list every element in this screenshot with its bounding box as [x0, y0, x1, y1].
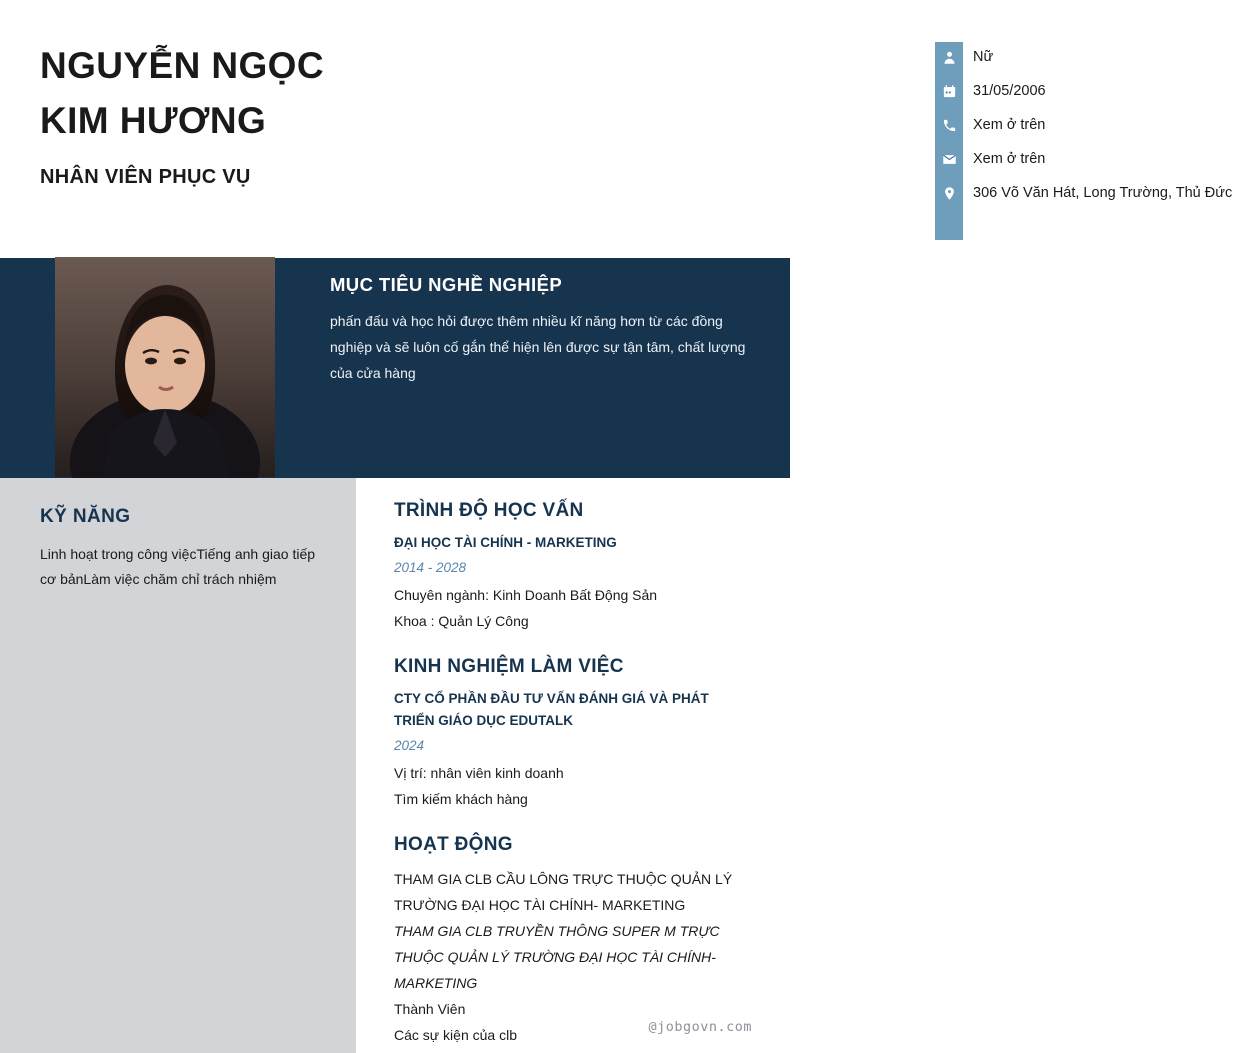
contact-row-email [935, 144, 1235, 178]
objective-text: phấn đấu và học hỏi được thêm nhiều kĩ năng hơn từ các đồng nghiệp và sẽ luôn cố gắn thể hiện lên được sự tận tâm, chất lượng của cửa hàng [330, 313, 746, 381]
activity-line-1: THAM GIA CLB CẦU LÔNG TRỰC THUỘC QUẢN LÝ TRƯỜNG ĐẠI HỌC TÀI CHÍNH- MARKETING [394, 871, 733, 913]
contact-gender-text: Nữ [973, 49, 994, 65]
header-contact-block [460, 0, 1233, 258]
education-major: Chuyên ngành: Kinh Doanh Bất Động Sản [394, 587, 658, 603]
contact-row-address [935, 178, 1235, 212]
email-icon [935, 144, 963, 174]
education-school: ĐẠI HỌC TÀI CHÍNH - MARKETING [394, 535, 617, 550]
activities-heading: HOẠT ĐỘNG [394, 834, 513, 855]
education-heading: TRÌNH ĐỘ HỌC VẤN [394, 500, 584, 521]
contact-address-text: 306 Võ Văn Hát, Long Trường, Thủ Đức [973, 185, 1233, 201]
activities-section [394, 834, 752, 1048]
job-title: NHÂN VIÊN PHỤC VỤ [40, 166, 251, 188]
education-faculty: Khoa : Quản Lý Công [394, 613, 529, 629]
activity-line-4: Các sự kiện của clb [394, 1027, 517, 1043]
name-line-1: NGUYỄN NGỌC [40, 45, 324, 86]
contact-row-birthdate [935, 76, 1235, 110]
resume-body [0, 478, 790, 1053]
experience-duty: Tìm kiếm khách hàng [394, 791, 528, 807]
experience-date: 2024 [394, 738, 425, 753]
contact-row-gender [935, 42, 1235, 76]
phone-icon [935, 110, 963, 140]
calendar-icon [935, 76, 963, 106]
contact-list [935, 42, 1235, 212]
experience-company: CTY CỔ PHẦN ĐẦU TƯ VẤN ĐÁNH GIÁ VÀ PHÁT TRIỂN GIÁO DỤC EDUTALK [394, 691, 709, 728]
contact-phone-text: Xem ở trên [973, 117, 1046, 133]
avatar [55, 257, 275, 477]
skills-column [0, 478, 356, 1053]
name-line-2: KIM HƯƠNG [40, 100, 267, 141]
resume-header [0, 0, 1233, 258]
skills-text: Linh hoạt trong công việcTiếng anh giao tiếp cơ bảnLàm việc chăm chỉ trách nhiệm [40, 546, 316, 587]
person-icon [935, 42, 963, 72]
activity-line-3: Thành Viên [394, 1001, 466, 1017]
experience-position: Vị trí: nhân viên kinh doanh [394, 765, 564, 781]
main-column [356, 478, 790, 1053]
contact-email-text: Xem ở trên [973, 151, 1046, 167]
page-title [40, 38, 460, 148]
objective-band [0, 258, 790, 478]
education-date: 2014 - 2028 [394, 560, 467, 575]
location-icon [935, 178, 963, 208]
experience-section [394, 656, 752, 812]
objective-section [330, 258, 760, 478]
watermark: @jobgovn.com [648, 1019, 752, 1035]
activity-line-2: THAM GIA CLB TRUYỀN THÔNG SUPER M TRỰC THUỘC QUẢN LÝ TRƯỜNG ĐẠI HỌC TÀI CHÍNH- MARKETING [394, 923, 720, 991]
education-section [394, 500, 752, 634]
experience-heading: KINH NGHIỆM LÀM VIỆC [394, 656, 624, 677]
header-identity [0, 0, 460, 258]
contact-birthdate-text: 31/05/2006 [973, 83, 1046, 99]
contact-row-phone [935, 110, 1235, 144]
objective-heading: MỤC TIÊU NGHỀ NGHIỆP [330, 274, 563, 295]
skills-heading: KỸ NĂNG [40, 506, 131, 527]
